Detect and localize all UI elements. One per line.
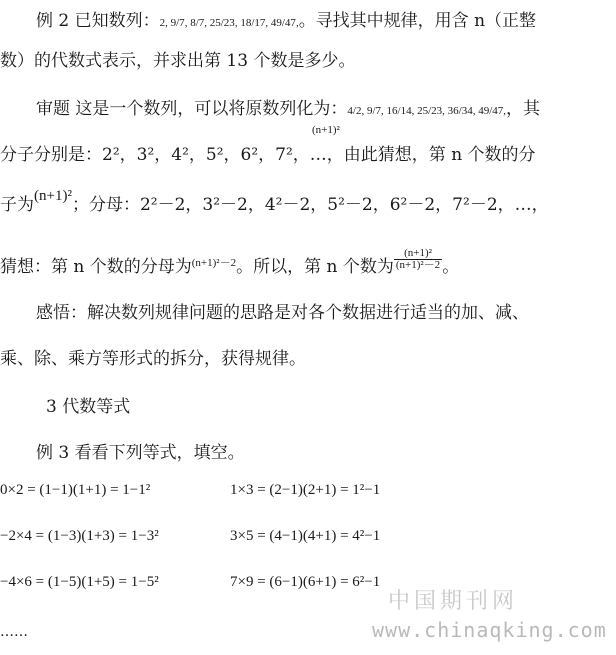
sequence-rewritten: 4/2, 9/7, 16/14, 25/23, 36/34, 49/47, bbox=[347, 105, 507, 117]
analysis-line6: 猜想：第 n 个数的分母为$^{(n+1)^2-2}$。所以，第 n 个数为 $\frac{\text{(n+1)²}}{\text{(n+1)²－2}}$ 。 bbox=[0, 247, 460, 277]
equation-left-2: −2×4 = (1−3)(1+3) = 1−3² bbox=[0, 528, 159, 544]
example2-label: 例 2 已知数列： bbox=[36, 11, 160, 31]
example2-text-b: 。寻找其中规律，用含 n（正整 bbox=[298, 11, 537, 31]
watermark-url: www.chinaqking.com bbox=[372, 618, 607, 642]
ellipsis: …… bbox=[0, 624, 28, 640]
equation-right-3: 7×9 = (6−1)(6+1) = 6²−1 bbox=[230, 574, 381, 590]
nth-term-fraction: $\frac{\text{(n+1)²}}{\text{(n+1)²－2}}$ bbox=[395, 247, 441, 271]
analysis-line3: 审题 这是一个数列，可以将原数列化为：4/2, 9/7, 16/14, 25/23, 36/34, 49/47,，其 bbox=[36, 99, 541, 119]
numerator-expr: (n+1)² bbox=[34, 188, 72, 204]
equation-left-3: −4×6 = (1−5)(1+5) = 1−5² bbox=[0, 574, 159, 590]
analysis-line4: 分子分别是：2²，3²，4²，5²，6²，7²，…，由此猜想，第 n 个数的分 bbox=[0, 145, 536, 165]
analysis-line5: 子为(n+1)²；分母：2²－2，3²－2，4²－2，5²－2，6²－2，7²－2，…， bbox=[0, 188, 549, 215]
analysis-label: 审题 这是一个数列，可以将原数列化为： bbox=[36, 99, 348, 119]
example3-label: 例 3 看看下列等式，填空。 bbox=[36, 443, 245, 463]
insight-line2: 乘、除、乘方等形式的拆分，获得规律。 bbox=[0, 349, 306, 369]
watermark-cn: 中国期刊网 bbox=[388, 589, 519, 614]
example2-line2: 数）的代数式表示，并求出第 13 个数是多少。 bbox=[0, 51, 356, 71]
sequence-given: 2, 9/7, 8/7, 25/23, 18/17, 49/47, bbox=[159, 17, 299, 29]
section-heading: 3 代数等式 bbox=[46, 397, 131, 417]
equation-right-2: 3×5 = (4−1)(4+1) = 4²−1 bbox=[230, 528, 381, 544]
insight-line1: 感悟：解决数列规律问题的思路是对各个数据进行适当的加、减、 bbox=[36, 303, 529, 323]
equation-left-1: 0×2 = (1−1)(1+1) = 1−1² bbox=[0, 482, 151, 498]
example2-line1 bbox=[36, 6, 536, 31]
numerator-expr-line4: (n+1)² bbox=[312, 124, 340, 136]
equation-right-1: 1×3 = (2−1)(2+1) = 1²−1 bbox=[230, 482, 381, 498]
denominator-expr: (n+1)²－2 bbox=[191, 257, 237, 269]
